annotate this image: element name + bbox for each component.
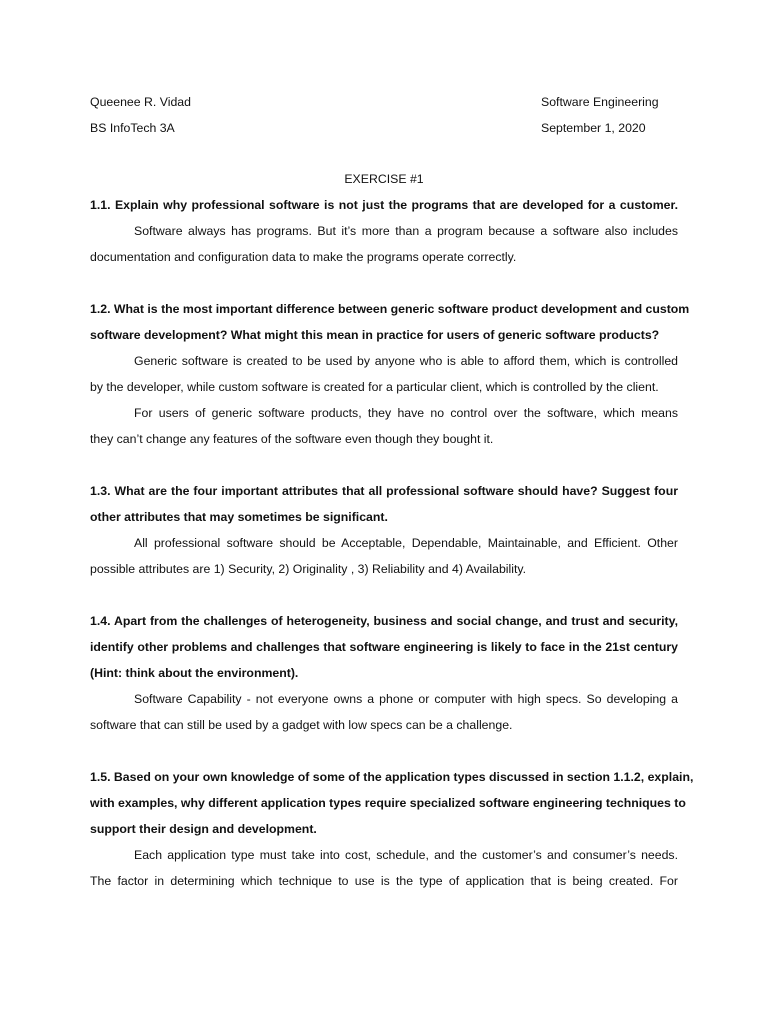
question-1-4-line-3: (Hint: think about the environment). xyxy=(90,666,299,680)
answer-1-1-line-2: documentation and configuration data to make the programs operate correctly. xyxy=(90,250,517,264)
question-1-5-line-2: with examples, why different application types require specialized software engineering techniques to xyxy=(90,796,686,810)
course-section: BS InfoTech 3A xyxy=(90,121,175,135)
answer-1-3-line-1: All professional software should be Acceptable, Dependable, Maintainable, and Efficient. Other xyxy=(134,536,678,550)
answer-1-2b-line-2: they can’t change any features of the software even though they bought it. xyxy=(90,432,494,446)
question-1-1-line-1: 1.1. Explain why professional software is not just the programs that are developed for a customer. xyxy=(90,198,678,212)
answer-1-2a-line-2: by the developer, while custom software is created for a particular client, which is controlled by the client. xyxy=(90,380,659,394)
answer-1-2a-line-1: Generic software is created to be used by anyone who is able to afford them, which is controlled xyxy=(134,354,678,368)
document-date: September 1, 2020 xyxy=(541,121,646,135)
answer-1-4-line-2: software that can still be used by a gadget with low specs can be a challenge. xyxy=(90,718,513,732)
question-1-2-line-1: 1.2. What is the most important difference between generic software product development and custom xyxy=(90,302,690,316)
answer-1-5-line-1: Each application type must take into cost, schedule, and the customer’s and consumer’s needs. xyxy=(134,848,678,862)
question-1-5-line-3: support their design and development. xyxy=(90,822,317,836)
question-1-3-line-1: 1.3. What are the four important attributes that all professional software should have? Suggest four xyxy=(90,484,678,498)
answer-1-4-line-1: Software Capability - not everyone owns a phone or computer with high specs. So developing a xyxy=(134,692,678,706)
answer-1-2b-line-1: For users of generic software products, they have no control over the software, which means xyxy=(134,406,678,420)
question-1-5-line-1: 1.5. Based on your own knowledge of some of the application types discussed in section 1.1.2, explain, xyxy=(90,770,694,784)
student-name: Queenee R. Vidad xyxy=(90,95,191,109)
subject-name: Software Engineering xyxy=(541,95,659,109)
answer-1-1-line-1: Software always has programs. But it’s more than a program because a software also includes xyxy=(134,224,678,238)
answer-1-3-line-2: possible attributes are 1) Security, 2) Originality , 3) Reliability and 4) Availability. xyxy=(90,562,527,576)
question-1-4-line-1: 1.4. Apart from the challenges of heterogeneity, business and social change, and trust and security, xyxy=(90,614,678,628)
answer-1-5-line-2: The factor in determining which technique to use is the type of application that is being created. For xyxy=(90,874,678,888)
question-1-3-line-2: other attributes that may sometimes be significant. xyxy=(90,510,388,524)
question-1-2-line-2: software development? What might this mean in practice for users of generic software products? xyxy=(90,328,660,342)
document-title: EXERCISE #1 xyxy=(344,172,424,186)
question-1-4-line-2: identify other problems and challenges that software engineering is likely to face in the 21st century xyxy=(90,640,678,654)
